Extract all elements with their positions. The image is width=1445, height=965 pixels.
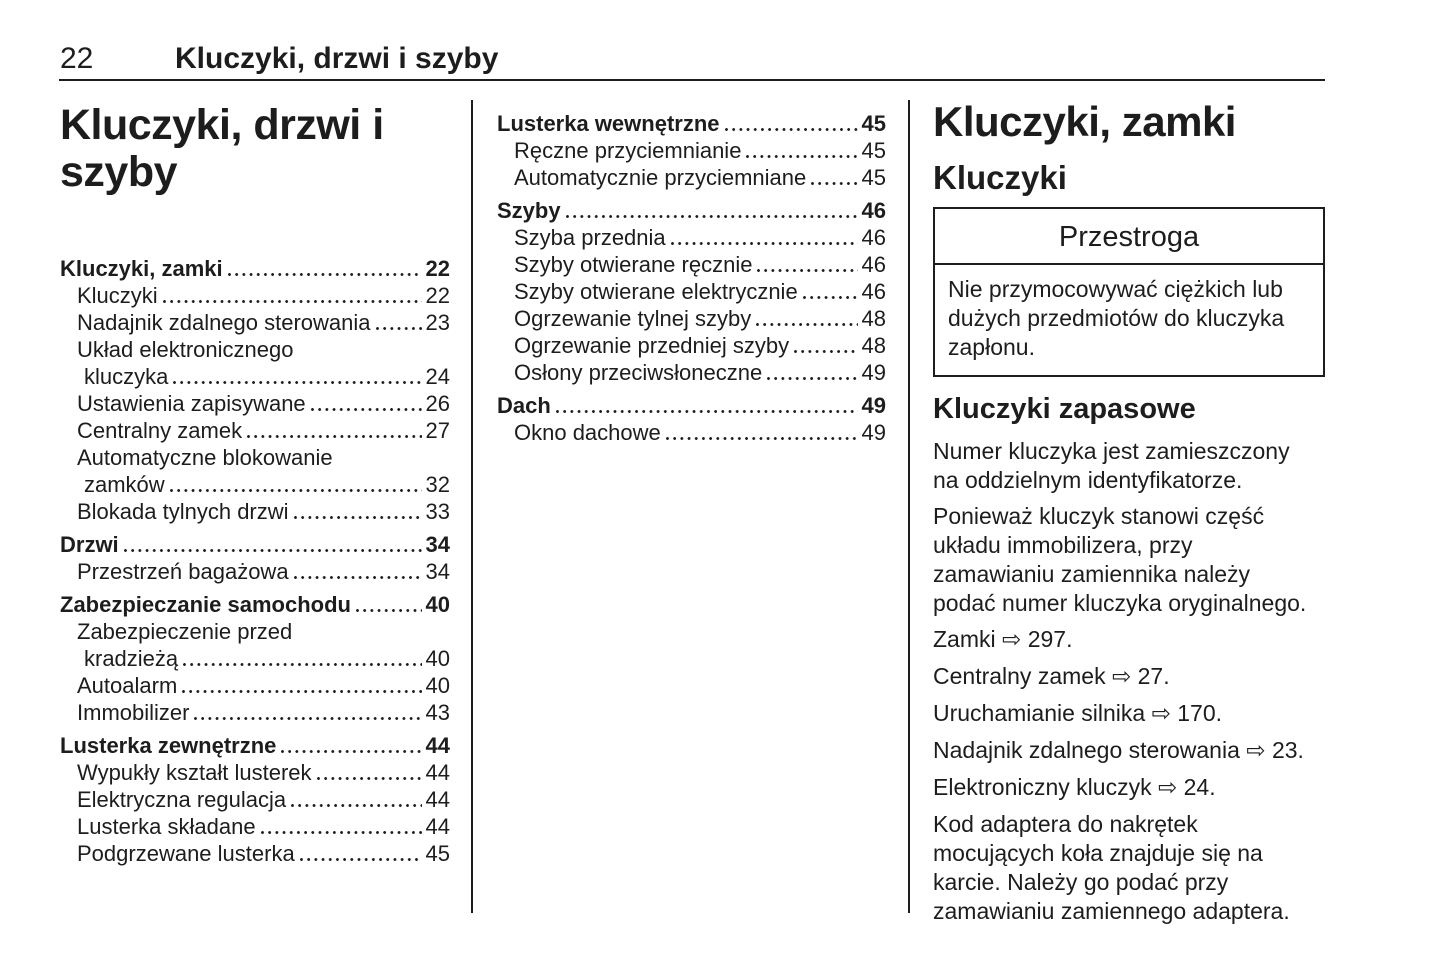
dot-leader	[376, 327, 422, 330]
column-separator-left	[471, 100, 473, 913]
toc-entry	[60, 618, 450, 645]
toc-list-left	[60, 255, 450, 867]
page-ref-arrow-icon: ⇨	[1111, 664, 1132, 690]
dot-leader	[311, 408, 422, 411]
toc-entry-page-number: 46	[861, 279, 886, 304]
toc-entry	[497, 251, 886, 278]
dot-leader	[566, 215, 858, 218]
body-paragraph: Numer kluczyka jest zamieszczony na oddzielnym identyfikatorze.	[933, 438, 1290, 493]
toc-entry	[60, 732, 450, 759]
toc-entry-label: Szyba przednia	[514, 225, 666, 250]
toc-entry-page-number: 40	[425, 646, 450, 671]
dot-leader	[294, 516, 422, 519]
page-reference: Uruchamianie silnika ⇨ 170.	[933, 700, 1223, 727]
page-reference-label: Uruchamianie silnika	[933, 700, 1146, 726]
toc-entry	[497, 392, 886, 419]
toc-entry-label: Ustawienia zapisywane	[77, 391, 306, 416]
toc-entry	[497, 359, 886, 386]
toc-entry-page-number: 48	[861, 306, 886, 331]
toc-entry-page-number: 23	[425, 310, 450, 335]
toc-entry-page-number: 40	[425, 592, 450, 617]
dot-leader	[356, 609, 422, 612]
dot-leader	[247, 435, 421, 438]
toc-entry-label: Podgrzewane lusterka	[77, 841, 295, 866]
toc-entry	[497, 164, 886, 191]
dot-leader	[170, 489, 422, 492]
page-reference-number: 170	[1177, 700, 1216, 726]
toc-entry-label: Szyby otwierane ręcznie	[514, 252, 753, 277]
toc-entry-label: Ręczne przyciemnianie	[514, 138, 742, 163]
dot-leader	[163, 300, 422, 303]
toc-entry-page-number: 34	[425, 532, 450, 557]
toc-entry-label: Okno dachowe	[514, 420, 661, 445]
dot-leader	[811, 182, 857, 185]
dot-leader	[228, 273, 422, 276]
toc-entry-page-number: 27	[425, 418, 450, 443]
toc-entry	[60, 336, 450, 363]
toc-entry	[497, 137, 886, 164]
toc-entry	[497, 332, 886, 359]
toc-entry-label: zamków	[84, 472, 165, 497]
toc-entry-page-number: 40	[425, 673, 450, 698]
page-reference-label: Nadajnik zdalnego sterowania	[933, 737, 1240, 763]
toc-entry-label: kradzieżą	[84, 646, 179, 671]
toc-entry-label: Lusterka wewnętrzne	[497, 111, 720, 136]
dot-leader	[803, 296, 858, 299]
page-reference: Elektroniczny kluczyk ⇨ 24.	[933, 774, 1216, 801]
toc-entry-page-number: 24	[425, 364, 450, 389]
toc-entry	[497, 110, 886, 137]
toc-entry	[497, 278, 886, 305]
toc-entry	[60, 813, 450, 840]
toc-entry-label: Elektryczna regulacja	[77, 787, 287, 812]
header-rule-divider	[59, 79, 1325, 81]
page-reference: Nadajnik zdalnego sterowania ⇨ 23.	[933, 737, 1304, 764]
toc-entry-label: Drzwi	[60, 532, 119, 557]
page-reference-label: Elektroniczny kluczyk	[933, 774, 1152, 800]
chapter-title: Kluczyki, drzwi i szyby	[60, 101, 384, 196]
dot-leader	[194, 717, 421, 720]
toc-entry	[497, 197, 886, 224]
dot-leader	[173, 381, 421, 384]
toc-entry-label: Zabezpieczenie przed	[77, 619, 293, 644]
toc-entry	[60, 840, 450, 867]
toc-entry-label: Immobilizer	[77, 700, 190, 725]
dot-leader	[756, 323, 857, 326]
page-reference: Centralny zamek ⇨ 27.	[933, 663, 1170, 690]
toc-entry-page-number: 44	[425, 787, 450, 812]
section-title: Kluczyki, zamki	[933, 98, 1236, 145]
toc-entry-page-number: 32	[425, 472, 450, 497]
toc-entry-label: Blokada tylnych drzwi	[77, 499, 289, 524]
toc-entry	[60, 390, 450, 417]
toc-entry-label: Ogrzewanie przedniej szyby	[514, 333, 790, 358]
toc-entry	[60, 531, 450, 558]
toc-entry-label: Nadajnik zdalnego sterowania	[77, 310, 371, 335]
right-column	[933, 99, 1325, 933]
page-reference-number: 297	[1027, 626, 1067, 652]
dot-leader	[666, 437, 858, 440]
toc-entry	[497, 419, 886, 446]
page-reference-number: 24	[1183, 774, 1210, 800]
dot-leader	[725, 128, 858, 131]
toc-entry	[60, 363, 450, 390]
page-ref-arrow-icon: ⇨	[1002, 627, 1022, 653]
toc-entry-page-number: 26	[425, 391, 450, 416]
toc-entry-label: Lusterka składane	[77, 814, 256, 839]
header-chapter-title: Kluczyki, drzwi i szyby	[175, 42, 499, 75]
toc-entry-page-number: 34	[425, 559, 450, 584]
toc-entry	[60, 255, 450, 282]
toc-entry	[497, 305, 886, 332]
dot-leader	[757, 269, 857, 272]
toc-entry-label: Centralny zamek	[77, 418, 243, 443]
toc-entry	[60, 309, 450, 336]
toc-entry-label: Autoalarm	[77, 673, 178, 698]
toc-entry-label: Automatycznie przyciemniane	[514, 165, 807, 190]
page-ref-arrow-icon: ⇨	[1157, 775, 1178, 801]
toc-entry-page-number: 45	[861, 111, 886, 136]
toc-entry-label: Szyby	[497, 198, 561, 223]
toc-entry-label: kluczyka	[84, 364, 169, 389]
dot-leader	[261, 831, 422, 834]
page-reference-label: Zamki	[933, 626, 996, 652]
dot-leader	[317, 777, 422, 780]
toc-entry-page-number: 49	[861, 360, 886, 385]
toc-entry-label: Kluczyki	[77, 283, 158, 308]
toc-entry-label: Automatyczne blokowanie	[77, 445, 333, 470]
toc-entry-label: Szyby otwierane elektrycznie	[514, 279, 798, 304]
toc-entry	[60, 645, 450, 672]
dot-leader	[291, 804, 421, 807]
toc-entry	[60, 498, 450, 525]
toc-entry-page-number: 44	[425, 814, 450, 839]
header-page-number: 22	[60, 42, 94, 75]
toc-entry	[60, 558, 450, 585]
dot-leader	[281, 750, 421, 753]
toc-entry-page-number: 49	[861, 393, 886, 418]
toc-entry-page-number: 43	[425, 700, 450, 725]
toc-entry-label: Przestrzeń bagażowa	[77, 559, 289, 584]
toc-entry-page-number: 46	[861, 252, 886, 277]
toc-entry	[497, 224, 886, 251]
toc-entry-page-number: 46	[861, 225, 886, 250]
caution-box-body: Nie przymocowywać ciężkich lub dużych przedmiotów do kluczyka zapłonu.	[948, 276, 1285, 360]
toc-entry-label: Dach	[497, 393, 551, 418]
body-paragraph: Ponieważ kluczyk stanowi część układu immobilizera, przy zamawianiu zamiennika należy podać numer kluczyka oryginalnego.	[933, 503, 1307, 616]
dot-leader	[767, 377, 857, 380]
toc-entry-label: Wypukły kształt lusterek	[77, 760, 312, 785]
right-column-body	[933, 437, 1325, 926]
toc-entry-page-number: 33	[425, 499, 450, 524]
toc-entry-page-number: 45	[425, 841, 450, 866]
subsection-title: Kluczyki	[933, 159, 1067, 196]
toc-entry-label: Lusterka zewnętrzne	[60, 733, 277, 758]
caution-box-title: Przestroga	[935, 209, 1323, 265]
page-reference-label: Centralny zamek	[933, 663, 1106, 689]
toc-entry	[60, 471, 450, 498]
toc-entry-label: Układ elektronicznego	[77, 337, 294, 362]
left-column	[60, 102, 450, 867]
toc-entry	[60, 672, 450, 699]
caution-box	[933, 207, 1325, 377]
toc-entry-page-number: 44	[425, 733, 450, 758]
dot-leader	[300, 858, 422, 861]
column-separator-right	[908, 100, 910, 913]
page-reference: Zamki ⇨ 297.	[933, 626, 1073, 653]
toc-entry-page-number: 22	[425, 283, 450, 308]
spare-keys-heading: Kluczyki zapasowe	[933, 393, 1196, 425]
dot-leader	[794, 350, 857, 353]
toc-entry-label: Osłony przeciwsłoneczne	[514, 360, 763, 385]
dot-leader	[746, 155, 857, 158]
toc-entry	[60, 786, 450, 813]
toc-entry-label: Ogrzewanie tylnej szyby	[514, 306, 752, 331]
page-reference-number: 23	[1271, 737, 1298, 763]
toc-entry-page-number: 45	[861, 138, 886, 163]
toc-entry-page-number: 44	[425, 760, 450, 785]
dot-leader	[182, 690, 421, 693]
toc-entry	[60, 699, 450, 726]
toc-entry	[60, 282, 450, 309]
body-paragraph: Kod adaptera do nakrętek mocujących koła znajduje się na karcie. Należy go podać przy zamawianiu zamiennego adaptera.	[933, 811, 1290, 924]
page-ref-arrow-icon: ⇨	[1151, 701, 1171, 727]
dot-leader	[556, 410, 858, 413]
toc-list-middle	[497, 110, 886, 446]
toc-entry	[60, 417, 450, 444]
toc-entry	[60, 759, 450, 786]
dot-leader	[183, 663, 421, 666]
toc-entry-page-number: 22	[425, 256, 450, 281]
page-ref-arrow-icon: ⇨	[1246, 738, 1266, 764]
toc-entry-page-number: 49	[861, 420, 886, 445]
dot-leader	[671, 242, 858, 245]
toc-entry-page-number: 45	[861, 165, 886, 190]
toc-entry-page-number: 48	[861, 333, 886, 358]
toc-entry-label: Zabezpieczanie samochodu	[60, 592, 351, 617]
toc-entry	[60, 444, 450, 471]
dot-leader	[294, 576, 422, 579]
toc-entry-page-number: 46	[861, 198, 886, 223]
dot-leader	[124, 549, 422, 552]
page-reference-number: 27	[1137, 663, 1164, 689]
toc-entry-label: Kluczyki, zamki	[60, 256, 223, 281]
toc-entry	[60, 591, 450, 618]
